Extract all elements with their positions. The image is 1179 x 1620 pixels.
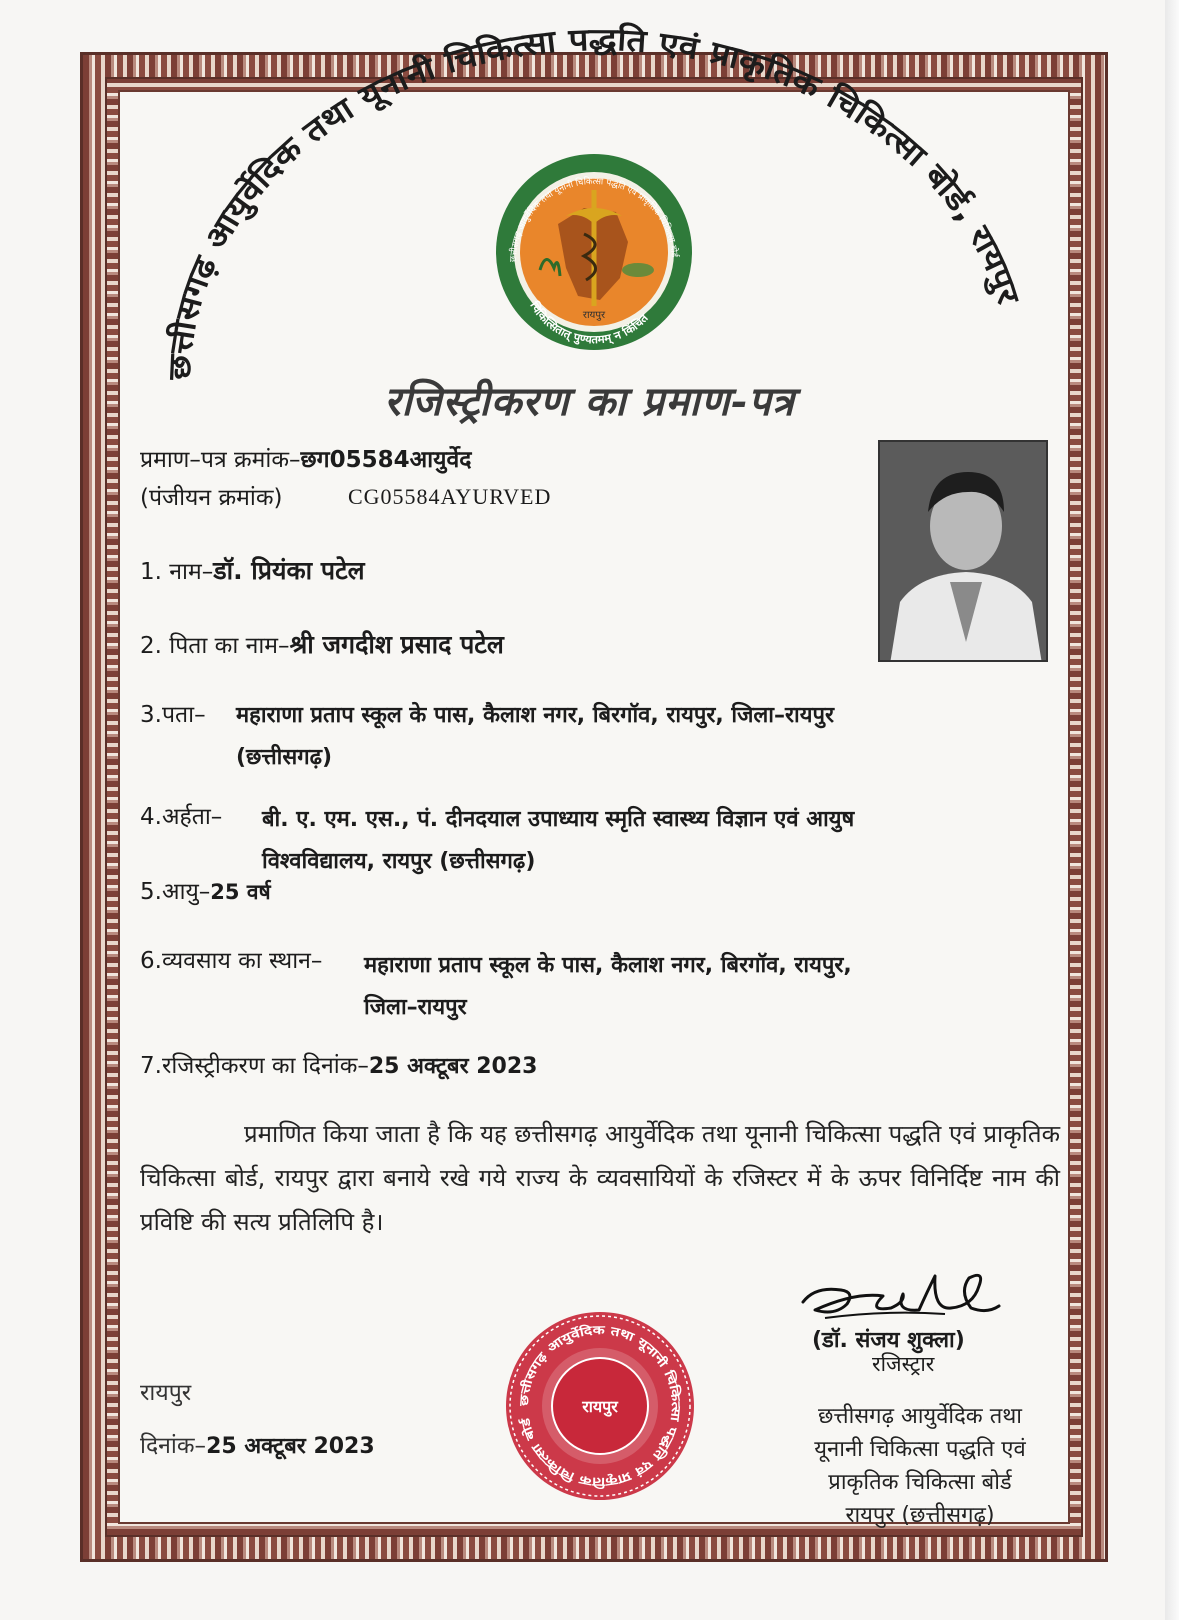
board-title: छत्तीसगढ़ आयुर्वेदिक तथा यूनानी चिकित्सा पद्धति एवं प्राकृतिक चिकित्सा बोर्ड, रायपुर <box>161 21 1026 381</box>
seal-center-text: रायपुर <box>582 1397 618 1416</box>
address-label: 3.पता– <box>140 702 206 728</box>
certificate-number-row <box>140 442 471 474</box>
certification-text: प्रमाणित किया जाता है कि यह छत्तीसगढ़ आयुर्वेदिक तथा यूनानी चिकित्सा पद्धति एवं प्राकृतिक चिकित्सा बोर्ड, रायपुर द्वारा बनाये रखे गये राज्य के व्यवसायियों के रजिस्टर में के ऊपर विनिर्दिष्ट नाम की प्रविष्टि की सत्य प्रतिलिपि है। <box>140 1120 1060 1236</box>
registrar-organization: छत्तीसगढ़ आयुर्वेदिक तथा यूनानी चिकित्सा पद्धति एवं प्राकृतिक चिकित्सा बोर्ड रायपुर (छत्तीसगढ़) <box>814 1404 1026 1528</box>
mortar-icon <box>622 263 654 277</box>
field-registration-date: 7.रजिस्ट्रीकरण का दिनांक–25 अक्टूबर 2023 <box>140 1053 538 1079</box>
footer-place: रायपुर <box>140 1380 192 1406</box>
field-age: 5.आयु–25 वर्ष <box>140 879 271 905</box>
registration-number-label: (पंजीयन क्रमांक) <box>140 485 283 511</box>
certificate-number-label: प्रमाण–पत्र क्रमांक– <box>140 447 301 473</box>
board-logo <box>488 150 700 362</box>
registrar-title: रजिस्ट्रार <box>872 1352 935 1376</box>
logo-city: रायपुर <box>582 310 606 321</box>
logo-motto: चिकित्सितात् पुण्यतमम् न किंचित <box>527 299 651 347</box>
address-line-1: महाराणा प्रताप स्कूल के पास, कैलाश नगर, बिरगॉव, रायपुर, जिला–रायपुर <box>236 703 834 728</box>
practice-place-line-1: महाराणा प्रताप स्कूल के पास, कैलाश नगर, बिरगॉव, रायपुर, <box>364 953 852 978</box>
certificate-number: छग05584आयुर्वेद <box>300 447 472 473</box>
footer-date: 25 अक्टूबर 2023 <box>206 1434 375 1459</box>
field-father-name: 2. पिता का नाम–श्री जगदीश प्रसाद पटेल <box>140 630 504 659</box>
address-line-2: (छत्तीसगढ़) <box>236 745 333 770</box>
field-name: 1. नाम–डॉ. प्रियंका पटेल <box>140 556 365 585</box>
registrar-name: (डॉ. संजय शुक्ला) <box>812 1328 965 1353</box>
seal-ring-text: छत्तीसगढ़ आयुर्वेदिक तथा यूनानी चिकित्सा पद्धति एवं प्राकृतिक चिकित्सा बोर्ड <box>516 1322 684 1490</box>
official-seal <box>500 1306 700 1506</box>
certificate-heading: रजिस्ट्रीकरण का प्रमाण-पत्र <box>384 378 795 425</box>
applicant-name: डॉ. प्रियंका पटेल <box>213 556 365 585</box>
father-name: श्री जगदीश प्रसाद पटेल <box>289 630 504 659</box>
footer-date-row: दिनांक–25 अक्टूबर 2023 <box>140 1433 375 1459</box>
practice-place-label: 6.व्यवसाय का स्थान– <box>140 948 323 974</box>
qualification-line-1: बी. ए. एम. एस., पं. दीनदयाल उपाध्याय स्मृति स्वास्थ्य विज्ञान एवं आयुष <box>262 807 855 832</box>
qualification-line-2: विश्वविद्यालय, रायपुर (छत्तीसगढ़) <box>262 849 536 874</box>
registration-date: 25 अक्टूबर 2023 <box>368 1054 538 1079</box>
qualification-label: 4.अर्हता– <box>140 804 223 830</box>
age-value: 25 वर्ष <box>210 880 271 904</box>
practice-place-line-2: जिला–रायपुर <box>364 995 467 1020</box>
applicant-photo <box>878 440 1048 662</box>
svg-text:छत्तीसगढ़ आयुर्वेदिक तथा यूनान: छत्तीसगढ़ आयुर्वेदिक तथा यूनानी चिकित्सा पद्धति एवं प्राकृतिक चिकित्सा बोर्ड <box>508 176 679 263</box>
registration-number: CG05584AYURVED <box>348 484 552 509</box>
